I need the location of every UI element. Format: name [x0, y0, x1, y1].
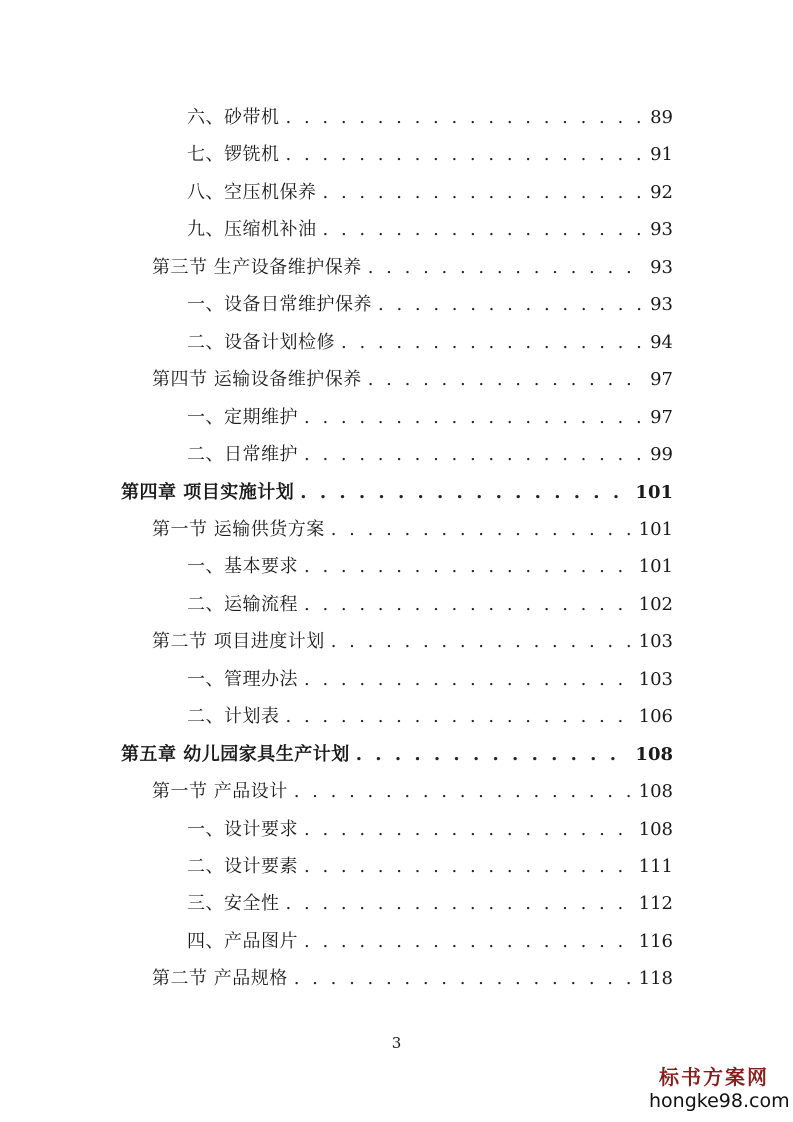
- toc-dot-leader: [300, 476, 629, 510]
- toc-dot-leader: [304, 550, 633, 584]
- toc-entry-title: 一、定期维护: [187, 406, 298, 428]
- toc-entry-title: 二、日常维护: [187, 444, 298, 466]
- toc-dot-leader: [304, 401, 643, 435]
- toc-entry[interactable]: [187, 438, 673, 472]
- toc-entry-title: 二、运输流程: [187, 593, 298, 615]
- toc-entry-title: 二、计划表: [187, 706, 280, 728]
- toc-entry[interactable]: [187, 925, 673, 959]
- toc-entry-title: 第一节 产品设计: [152, 781, 288, 803]
- toc-entry-title: 第二节 项目进度计划: [152, 631, 325, 653]
- toc-entry-title: 第二节 产品规格: [152, 968, 288, 990]
- toc-entry[interactable]: [152, 251, 673, 285]
- toc-entry[interactable]: [121, 738, 673, 772]
- toc-entry-page: 93: [650, 219, 673, 241]
- toc-entry-title: 八、空压机保养: [187, 181, 317, 203]
- toc-dot-leader: [304, 438, 643, 472]
- toc-entry[interactable]: [152, 363, 673, 397]
- toc-entry-page: 106: [638, 706, 673, 728]
- toc-entry[interactable]: [187, 326, 673, 360]
- toc-dot-leader: [368, 251, 643, 285]
- toc-dot-leader: [323, 213, 644, 247]
- toc-entry-title: 四、产品图片: [187, 930, 298, 952]
- toc-entry[interactable]: [187, 663, 673, 697]
- toc-dot-leader: [286, 700, 633, 734]
- toc-entry-title: 六、砂带机: [187, 107, 280, 128]
- toc-entry-page: 112: [638, 893, 673, 915]
- toc-entry-page: 93: [650, 294, 673, 316]
- toc-entry-page: 108: [638, 781, 673, 803]
- toc-dot-leader: [304, 813, 633, 847]
- toc-entry-page: 101: [638, 556, 673, 578]
- toc-dot-leader: [304, 588, 633, 622]
- toc-entry-title: 七、锣铣机: [187, 144, 280, 166]
- toc-entry[interactable]: [187, 550, 673, 584]
- toc-dot-leader: [341, 326, 643, 360]
- toc-entry-page: 99: [650, 444, 673, 466]
- toc-dot-leader: [286, 101, 644, 135]
- toc-dot-leader: [304, 850, 633, 884]
- toc-entry[interactable]: [187, 588, 673, 622]
- toc-entry-title: 第四节 运输设备维护保养: [152, 369, 362, 391]
- toc-entry[interactable]: [152, 625, 673, 659]
- toc-entry-page: 101: [635, 481, 673, 503]
- toc-entry-title: 三、安全性: [187, 893, 280, 915]
- toc-dot-leader: [356, 738, 630, 772]
- toc-entry-title: 第三节 生产设备维护保养: [152, 256, 362, 278]
- toc-dot-leader: [368, 363, 643, 397]
- toc-entry-title: 第四章 项目实施计划: [121, 481, 295, 503]
- toc-entry-page: 92: [650, 181, 673, 203]
- toc-entry[interactable]: [152, 962, 673, 996]
- toc-entry-title: 二、设备计划检修: [187, 331, 335, 353]
- toc-entry-title: 一、基本要求: [187, 556, 298, 578]
- toc-entry[interactable]: [152, 775, 673, 809]
- toc-dot-leader: [304, 663, 633, 697]
- toc-dot-leader: [331, 513, 633, 547]
- toc-dot-leader: [331, 625, 633, 659]
- toc-entry[interactable]: [187, 887, 673, 921]
- toc-dot-leader: [378, 288, 643, 322]
- toc-entry-page: 101: [638, 518, 673, 540]
- toc-dot-leader: [323, 176, 644, 210]
- toc-entry-title: 第五章 幼儿园家具生产计划: [121, 743, 350, 765]
- toc-entry[interactable]: [187, 213, 673, 247]
- toc-entry-page: 103: [638, 668, 673, 690]
- toc-entry-page: 103: [638, 631, 673, 653]
- toc-entry-page: 102: [638, 593, 673, 615]
- toc-entry-title: 二、设计要素: [187, 856, 298, 877]
- toc-entry[interactable]: [187, 101, 673, 135]
- toc-entry-page: 118: [638, 968, 673, 990]
- toc-entry-title: 一、管理办法: [187, 668, 298, 690]
- toc-entry-page: 93: [650, 256, 673, 278]
- toc-entry[interactable]: [152, 513, 673, 547]
- toc-dot-leader: [286, 887, 633, 921]
- toc-dot-leader: [294, 962, 633, 996]
- toc-entry[interactable]: [187, 700, 673, 734]
- toc-entry[interactable]: [121, 476, 673, 510]
- page-number: 3: [391, 1034, 402, 1052]
- toc-entry-page: 97: [650, 406, 673, 428]
- toc-dot-leader: [304, 925, 633, 959]
- toc-entry[interactable]: [187, 813, 673, 847]
- toc-entry-page: 116: [638, 930, 673, 952]
- toc-entry[interactable]: [187, 138, 673, 172]
- toc-entry-page: 89: [650, 107, 673, 128]
- toc-entry[interactable]: [187, 176, 673, 210]
- toc-dot-leader: [294, 775, 633, 809]
- toc-entry-page: 108: [635, 743, 673, 765]
- toc-entry-title: 一、设计要求: [187, 818, 298, 840]
- watermark-url: hongke98.com: [649, 1090, 790, 1112]
- toc-entry-title: 一、设备日常维护保养: [187, 294, 372, 316]
- toc-dot-leader: [286, 138, 644, 172]
- toc-entry[interactable]: [187, 401, 673, 435]
- toc-entry-page: 91: [650, 144, 673, 166]
- toc-entry-page: 94: [650, 331, 673, 353]
- watermark-logo: [649, 1064, 790, 1112]
- watermark-site-name: 标书方案网: [659, 1065, 769, 1089]
- toc-entry[interactable]: [187, 850, 673, 884]
- toc-entry[interactable]: [187, 288, 673, 322]
- toc-entry-title: 第一节 运输供货方案: [152, 518, 325, 540]
- toc-entry-page: 97: [650, 369, 673, 391]
- toc-entry-page: 108: [638, 818, 673, 840]
- toc-entry-page: 111: [638, 856, 673, 877]
- toc-entry-title: 九、压缩机补油: [187, 219, 317, 241]
